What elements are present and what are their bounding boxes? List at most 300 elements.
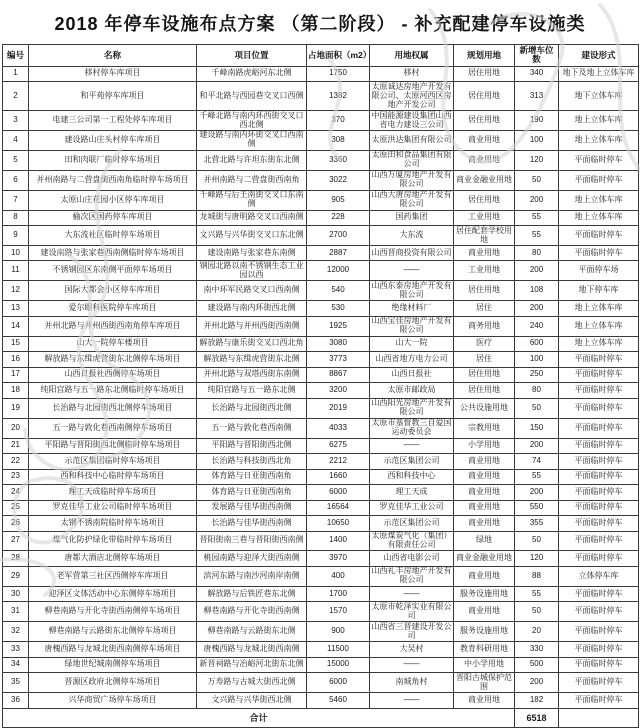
- table-cell: 柳巷南路与云路街东北侧停车场项目: [29, 622, 197, 642]
- table-cell: 地上立体车库: [559, 316, 639, 336]
- table-body: [3, 66, 639, 727]
- table-cell: 平面临时停车: [559, 551, 639, 567]
- table-cell: 平阳路与晋阳街西北侧: [197, 438, 307, 454]
- table-cell: 24: [3, 485, 29, 501]
- table-cell: 190: [515, 111, 559, 131]
- table-cell: 平面临时停车: [559, 383, 639, 399]
- table-cell: 2: [3, 82, 29, 111]
- table-cell: 370: [307, 111, 370, 131]
- table-row: [3, 383, 639, 399]
- table-cell: 居住配套学校用地: [454, 226, 515, 246]
- table-cell: 50: [515, 398, 559, 418]
- table-cell: 示范区集团临时停车场项目: [29, 454, 197, 470]
- table-cell: 医疗: [454, 336, 515, 352]
- table-cell: 355: [515, 516, 559, 532]
- table-cell: 平面临时停车: [559, 245, 639, 261]
- table-cell: 建设南路与张家巷西南侧临时停车场项目: [29, 245, 197, 261]
- table-cell: 居住用地: [454, 281, 515, 301]
- table-cell: 200: [515, 190, 559, 210]
- table-cell: 柳巷南路与开化寺街西南侧: [197, 602, 307, 622]
- table-cell: 解放路与东缉虎营街东北侧: [197, 352, 307, 368]
- table-cell: 山西省三晋建设开发公司: [371, 621, 452, 640]
- table-cell: 50: [515, 531, 559, 551]
- table-cell: 商业用地: [454, 566, 515, 586]
- table-cell: 兴华商贸广场停车场项目: [29, 693, 197, 709]
- table-cell: 山西晋商投资有限公司: [370, 245, 454, 261]
- table-cell: 36: [3, 693, 29, 709]
- table-cell: 530: [307, 301, 370, 317]
- table-cell: 太原煤炭气化（集团）有限责任公司: [371, 531, 452, 549]
- table-cell: 老军营第三社区西侧停车库项目: [29, 566, 197, 586]
- table-cell: 25: [3, 500, 29, 516]
- table-cell: 文兴路与兴华街交叉口东北侧: [197, 226, 307, 246]
- table-cell: 平面临时停车: [559, 150, 639, 170]
- table-cell: 平面临时停车: [559, 586, 639, 602]
- table-cell: 移村: [370, 66, 454, 82]
- table-cell: 居住用地: [454, 82, 515, 111]
- table-cell: 居住用地: [454, 383, 515, 399]
- table-cell: 大吴村: [370, 642, 454, 658]
- table-cell: 250: [515, 367, 559, 383]
- table-cell: 示范区集团公司: [370, 454, 454, 470]
- table-cell: 7: [3, 190, 29, 210]
- table-cell: 3080: [307, 336, 370, 352]
- table-cell: 南城角村: [370, 673, 454, 693]
- table-cell: 26: [3, 516, 29, 532]
- table-cell: 体育路与日亚街西南角: [197, 469, 307, 485]
- table-cell: 龙城街与唐明路交叉口西南侧: [197, 210, 307, 226]
- table-row: [3, 66, 639, 82]
- table-cell: 23: [3, 469, 29, 485]
- table-row: [3, 657, 639, 673]
- table-cell: 迎泽区文体活动中心东侧停车场项目: [29, 586, 197, 602]
- table-cell: 千峰北路与南内环西街交叉口西北侧: [197, 111, 307, 131]
- table-cell: 山西日报社: [370, 367, 454, 383]
- table-row: [3, 438, 639, 454]
- table-cell: 山西省电影公司: [370, 551, 454, 567]
- table-cell: 商业用地: [454, 130, 515, 150]
- table-row: [3, 281, 639, 301]
- table-cell: 工业用地: [454, 210, 515, 226]
- table-cell: 地上立体车库: [559, 130, 639, 150]
- table-cell: 纯阳宫路与五一路东北侧临时停车场项目: [29, 383, 197, 399]
- table-row: [3, 226, 639, 246]
- table-cell: 34: [3, 657, 29, 673]
- table-cell: 山西万厦房地产开发有限公司: [371, 170, 452, 189]
- table-cell: 服务设施用地: [454, 622, 515, 642]
- table-cell: 19: [3, 398, 29, 418]
- table-cell: 14: [3, 316, 29, 336]
- table-cell: 五一路与敦化巷西南侧停车场项目: [29, 418, 197, 438]
- table-cell: 居住用地: [454, 111, 515, 131]
- table-cell: 200: [515, 673, 559, 693]
- table-cell: 平面临时停车: [559, 352, 639, 368]
- table-cell: 240: [515, 316, 559, 336]
- total-row: [3, 708, 639, 727]
- table-cell: 55: [515, 226, 559, 246]
- table-cell: 12: [3, 281, 29, 301]
- table-cell: 50: [515, 170, 559, 190]
- table-cell: 平面临时停车: [559, 657, 639, 673]
- table-cell: 文兴路与兴华街西北侧: [197, 693, 307, 709]
- table-cell: 商业用地: [454, 602, 515, 622]
- table-cell: 平面临时停车: [559, 469, 639, 485]
- table-cell: 平面临时停车: [559, 693, 639, 709]
- table-cell: 商业用地: [454, 693, 515, 709]
- table-cell: 山西阳光房地产开发有限公司: [371, 398, 452, 417]
- table-cell: 发展路与佳华街西南侧: [197, 500, 307, 516]
- table-cell: 28: [3, 551, 29, 567]
- table-cell: 平面临时停车: [559, 226, 639, 246]
- table-cell: 五一路与敦化巷西南侧: [197, 418, 307, 438]
- table-cell: 绝缘材料厂: [370, 301, 454, 317]
- table-cell: 平面临时停车: [559, 170, 639, 190]
- table-cell: 地下停车库: [559, 281, 639, 301]
- table-cell: 理工天成: [370, 485, 454, 501]
- table-row: [3, 352, 639, 368]
- table-cell: 晋阳街南三巷与晋阳街西南侧: [197, 531, 307, 551]
- table-cell: 80: [515, 245, 559, 261]
- header-row: [3, 45, 639, 67]
- table-cell: 钢园北路以南不锈钢生态工业园以西: [197, 261, 307, 281]
- table-cell: 山西礼丰房地产开发有限公司: [371, 566, 452, 585]
- table-cell: 唐槐西路与龙城北街西南侧停车场项目: [29, 642, 197, 658]
- table-cell: 商业用地: [454, 245, 515, 261]
- table-cell: 1660: [307, 469, 370, 485]
- table-cell: 体育路与日亚街西南角: [197, 485, 307, 501]
- table-cell: 大东流社区临时停车场项目: [29, 226, 197, 246]
- table-cell: 平面临时停车: [559, 642, 639, 658]
- table-cell: 平面临时停车: [559, 622, 639, 642]
- table-cell: 中小学用地: [454, 657, 515, 673]
- table-cell: 12000: [307, 261, 370, 281]
- table-cell: 6: [3, 170, 29, 190]
- table-cell: 地下立体车库: [559, 82, 639, 111]
- table-cell: 55: [515, 586, 559, 602]
- table-cell: 3: [3, 111, 29, 131]
- table-cell: 15000: [307, 657, 370, 673]
- table-cell: 太原洪达集团有限公司: [370, 130, 454, 150]
- table-cell: 1570: [307, 602, 370, 622]
- table-cell: 山大一院: [370, 336, 454, 352]
- table-cell: 9: [3, 226, 29, 246]
- table-cell: 8867: [307, 367, 370, 383]
- table-cell: 绿地世纪城南侧停车场项目: [29, 657, 197, 673]
- table-cell: 商务用地: [454, 316, 515, 336]
- table-cell: 小学用地: [454, 438, 515, 454]
- table-cell: 商业用地: [454, 500, 515, 516]
- table-cell: 4: [3, 130, 29, 150]
- table-cell: 商业用地: [454, 469, 515, 485]
- table-row: [3, 82, 639, 111]
- table-cell: 工业用地: [454, 261, 515, 281]
- total-form-empty: [559, 708, 639, 727]
- table-row: [3, 261, 639, 281]
- table-cell: 108: [515, 281, 559, 301]
- table-row: [3, 210, 639, 226]
- table-cell: 905: [307, 190, 370, 210]
- table-cell: 北营北路与许坦东街东北侧: [197, 150, 307, 170]
- table-cell: 平面临时停车: [559, 398, 639, 418]
- table-cell: 长治路与佳华街西南侧: [197, 516, 307, 532]
- table-cell: 550: [515, 500, 559, 516]
- table-cell: 建设南路与张家巷东南侧: [197, 245, 307, 261]
- table-cell: 商业用地: [454, 150, 515, 170]
- table-cell: 228: [307, 210, 370, 226]
- table-cell: 柳巷南路与云路街东北侧: [197, 622, 307, 642]
- table-cell: 21: [3, 438, 29, 454]
- table-row: [3, 367, 639, 383]
- table-cell: 唐都大酒店北侧停车场项目: [29, 551, 197, 567]
- table-cell: 平面临时停车: [559, 367, 639, 383]
- column-header: 用地权属: [370, 45, 454, 67]
- column-header: 名称: [29, 45, 197, 67]
- table-cell: 太原市基督教三自爱国运动委员会: [371, 418, 452, 437]
- table-cell: 居住用地: [454, 190, 515, 210]
- table-cell: ——: [370, 586, 454, 602]
- table-cell: 宗教用地: [454, 418, 515, 438]
- table-cell: 解放路与东缉虎营街东北侧停车场项目: [29, 352, 197, 368]
- table-cell: 平面临时停车: [559, 673, 639, 693]
- table-cell: 晋源区政府北侧停车场项目: [29, 673, 197, 693]
- table-cell: 10650: [307, 516, 370, 532]
- table-row: [3, 642, 639, 658]
- table-cell: 商业用地: [454, 454, 515, 470]
- table-cell: 20: [3, 418, 29, 438]
- table-cell: 平面临时停车: [559, 438, 639, 454]
- table-row: [3, 418, 639, 438]
- table-cell: 3970: [307, 551, 370, 567]
- table-cell: 商业用地: [454, 516, 515, 532]
- table-cell: 3022: [307, 170, 370, 190]
- table-cell: 17: [3, 367, 29, 383]
- table-row: [3, 130, 639, 150]
- table-cell: 山西日报社西侧停车场项目: [29, 367, 197, 383]
- table-cell: 桃园南路与迎泽大街西南侧: [197, 551, 307, 567]
- table-cell: 平面临时停车: [559, 531, 639, 551]
- table-cell: 1400: [307, 531, 370, 551]
- column-header: 占地面积（m2）: [307, 45, 370, 67]
- column-header: 项目位置: [197, 45, 307, 67]
- table-cell: 和平北路与西园巷交叉口西侧: [197, 82, 307, 111]
- table-cell: 爱尔眼科医院停车库项目: [29, 301, 197, 317]
- table-cell: 35: [3, 673, 29, 693]
- table-cell: 182: [515, 693, 559, 709]
- table-cell: 平面临时停车: [559, 485, 639, 501]
- table-cell: 5: [3, 150, 29, 170]
- table-cell: 3360: [307, 150, 370, 170]
- table-cell: 煤气化防护绿化带临时停车场项目: [29, 531, 197, 551]
- table-cell: 32: [3, 622, 29, 642]
- table-cell: 1: [3, 66, 29, 82]
- table-cell: 200: [515, 485, 559, 501]
- table-cell: 400: [307, 566, 370, 586]
- table-cell: 太原山庄花园小区停车库项目: [29, 190, 197, 210]
- table-cell: 解放路与康乐街交叉口西北角: [197, 336, 307, 352]
- table-cell: 建设路与南内环街西北侧: [197, 301, 307, 317]
- table-cell: 居住用地: [454, 367, 515, 383]
- table-cell: 10: [3, 245, 29, 261]
- table-cell: 电建三公司第一工程处停车库项目: [29, 111, 197, 131]
- table-cell: 教育科研用地: [454, 642, 515, 658]
- table-row: [3, 170, 639, 190]
- table-cell: 5460: [307, 693, 370, 709]
- table-cell: 长治路与北园街西北侧: [197, 398, 307, 418]
- table-cell: 千峰南路虎峪河东北侧: [197, 66, 307, 82]
- table-cell: 平面临时停车: [559, 602, 639, 622]
- table-cell: 和平苑停车库项目: [29, 82, 197, 111]
- table-row: [3, 622, 639, 642]
- table-cell: 2019: [307, 398, 370, 418]
- table-cell: 308: [307, 130, 370, 150]
- table-cell: 纯阳宫路与五一路东北侧: [197, 383, 307, 399]
- table-row: [3, 531, 639, 551]
- table-cell: 西和科技中心: [370, 469, 454, 485]
- table-cell: 1925: [307, 316, 370, 336]
- table-cell: 100: [515, 352, 559, 368]
- table-cell: 大东流: [370, 226, 454, 246]
- table-cell: 山西大唐房地产开发有限公司: [371, 190, 452, 209]
- total-count: 6518: [515, 708, 559, 727]
- table-cell: 540: [307, 281, 370, 301]
- table-cell: 新晋祠路与冶峪河北街东北侧: [197, 657, 307, 673]
- table-cell: 120: [515, 150, 559, 170]
- table-cell: 200: [515, 438, 559, 454]
- table-cell: 3773: [307, 352, 370, 368]
- column-header: 编号: [3, 45, 29, 67]
- table-cell: 11: [3, 261, 29, 281]
- table-row: [3, 190, 639, 210]
- table-cell: 移村停车库项目: [29, 66, 197, 82]
- table-cell: 柳巷南路与开化寺街西南侧停车场项目: [29, 602, 197, 622]
- table-cell: 公共设施用地: [454, 398, 515, 418]
- table-cell: 太钢不锈南院临时停车场项目: [29, 516, 197, 532]
- table-cell: 6000: [307, 673, 370, 693]
- table-row: [3, 485, 639, 501]
- table-cell: 服务设施用地: [454, 586, 515, 602]
- table-cell: 立体停车库: [559, 566, 639, 586]
- column-header: 规划用地: [454, 45, 515, 67]
- table-cell: 2887: [307, 245, 370, 261]
- table-cell: 并州北路与并州西街西南侧: [197, 316, 307, 336]
- table-cell: 22: [3, 454, 29, 470]
- table-row: [3, 551, 639, 567]
- table-cell: 太原市乾泽实业有限公司: [371, 601, 452, 620]
- table-cell: ——: [370, 261, 454, 281]
- table-cell: 200: [515, 261, 559, 281]
- column-header: 新增车位数: [515, 45, 559, 67]
- table-cell: 居住: [454, 301, 515, 317]
- table-row: [3, 150, 639, 170]
- table-cell: 55: [515, 210, 559, 226]
- table-cell: 18: [3, 383, 29, 399]
- table-cell: 2212: [307, 454, 370, 470]
- table-cell: 1750: [307, 66, 370, 82]
- table-row: [3, 586, 639, 602]
- table-cell: 西和科技中心临时停车场项目: [29, 469, 197, 485]
- table-cell: 29: [3, 566, 29, 586]
- table-cell: 太原田和食品集团有限公司: [371, 150, 452, 169]
- table-cell: 万寿路与古城大街西北侧: [197, 673, 307, 693]
- table-cell: 罗克佳华工业公司临时停车场项目: [29, 500, 197, 516]
- table-cell: 晋阳古城保护范围: [454, 673, 515, 693]
- table-cell: 20: [515, 622, 559, 642]
- table-cell: 340: [515, 66, 559, 82]
- table-cell: 4033: [307, 418, 370, 438]
- table-cell: 33: [3, 642, 29, 658]
- table-cell: 长治路与科技街西北角: [197, 454, 307, 470]
- table-cell: ——: [370, 438, 454, 454]
- table-cell: 150: [515, 418, 559, 438]
- table-cell: 绿地: [454, 531, 515, 551]
- table-cell: 平面临时停车: [559, 418, 639, 438]
- table-cell: 商业金融业用地: [454, 551, 515, 567]
- table-cell: 1382: [307, 82, 370, 111]
- table-cell: 330: [515, 642, 559, 658]
- table-cell: 120: [515, 551, 559, 567]
- table-cell: 地上立体车库: [559, 301, 639, 317]
- table-cell: 不锈钢园区东南侧平面停车场项目: [29, 261, 197, 281]
- table-cell: 田和肉联厂临时停车场项目: [29, 150, 197, 170]
- table-cell: 27: [3, 531, 29, 551]
- table-cell: 建设路与南内环街交叉口西南侧: [197, 130, 307, 150]
- table-row: [3, 693, 639, 709]
- table-cell: 罗克佳华工业公司: [370, 500, 454, 516]
- table-cell: 30: [3, 586, 29, 602]
- column-header: 建设形式: [559, 45, 639, 67]
- table-cell: 74: [515, 454, 559, 470]
- table-cell: 900: [307, 622, 370, 642]
- table-cell: 16: [3, 352, 29, 368]
- table-cell: 100: [515, 130, 559, 150]
- table-cell: 平面临时停车: [559, 516, 639, 532]
- table-cell: 太原诚达房地产开发有限公司、太原河西区房地产开发公司: [371, 81, 452, 109]
- table-cell: ——: [370, 657, 454, 673]
- table-cell: 并州南路与二营盘街西南角: [197, 170, 307, 190]
- table-row: [3, 316, 639, 336]
- table-cell: 地上立体车库: [559, 210, 639, 226]
- table-row: [3, 111, 639, 131]
- table-cell: 3200: [307, 383, 370, 399]
- table-cell: 200: [515, 301, 559, 317]
- table-cell: 建设路山庄头村停车库项目: [29, 130, 197, 150]
- table-cell: 国药集团: [370, 210, 454, 226]
- parking-plan-table: [2, 44, 639, 728]
- total-label: 合计: [3, 708, 515, 727]
- table-cell: 唐槐西路与龙城北街西南侧: [197, 642, 307, 658]
- table-cell: ——: [370, 693, 454, 709]
- table-row: [3, 398, 639, 418]
- table-cell: 示范区集团公司: [370, 516, 454, 532]
- table-cell: 长治路与北园街西北侧停车场项目: [29, 398, 197, 418]
- table-cell: 滨河东路与南沙河南岸南侧: [197, 566, 307, 586]
- table-row: [3, 673, 639, 693]
- table-cell: 313: [515, 82, 559, 111]
- table-cell: 山西省地方电力公司: [370, 352, 454, 368]
- table-cell: 地下及地上立体车库: [559, 66, 639, 82]
- table-cell: 15: [3, 336, 29, 352]
- table-cell: 8: [3, 210, 29, 226]
- table-cell: 2700: [307, 226, 370, 246]
- table-cell: 中国能源建设集团山西省电力建设三公司: [371, 110, 452, 129]
- table-cell: 11500: [307, 642, 370, 658]
- table-row: [3, 602, 639, 622]
- table-cell: 居住: [454, 352, 515, 368]
- table-cell: 并州南路与二营盘街西南角临时停车场项目: [29, 170, 197, 190]
- table-row: [3, 245, 639, 261]
- table-cell: 山西宝佳房地产开发有限公司: [371, 316, 452, 335]
- table-cell: 31: [3, 602, 29, 622]
